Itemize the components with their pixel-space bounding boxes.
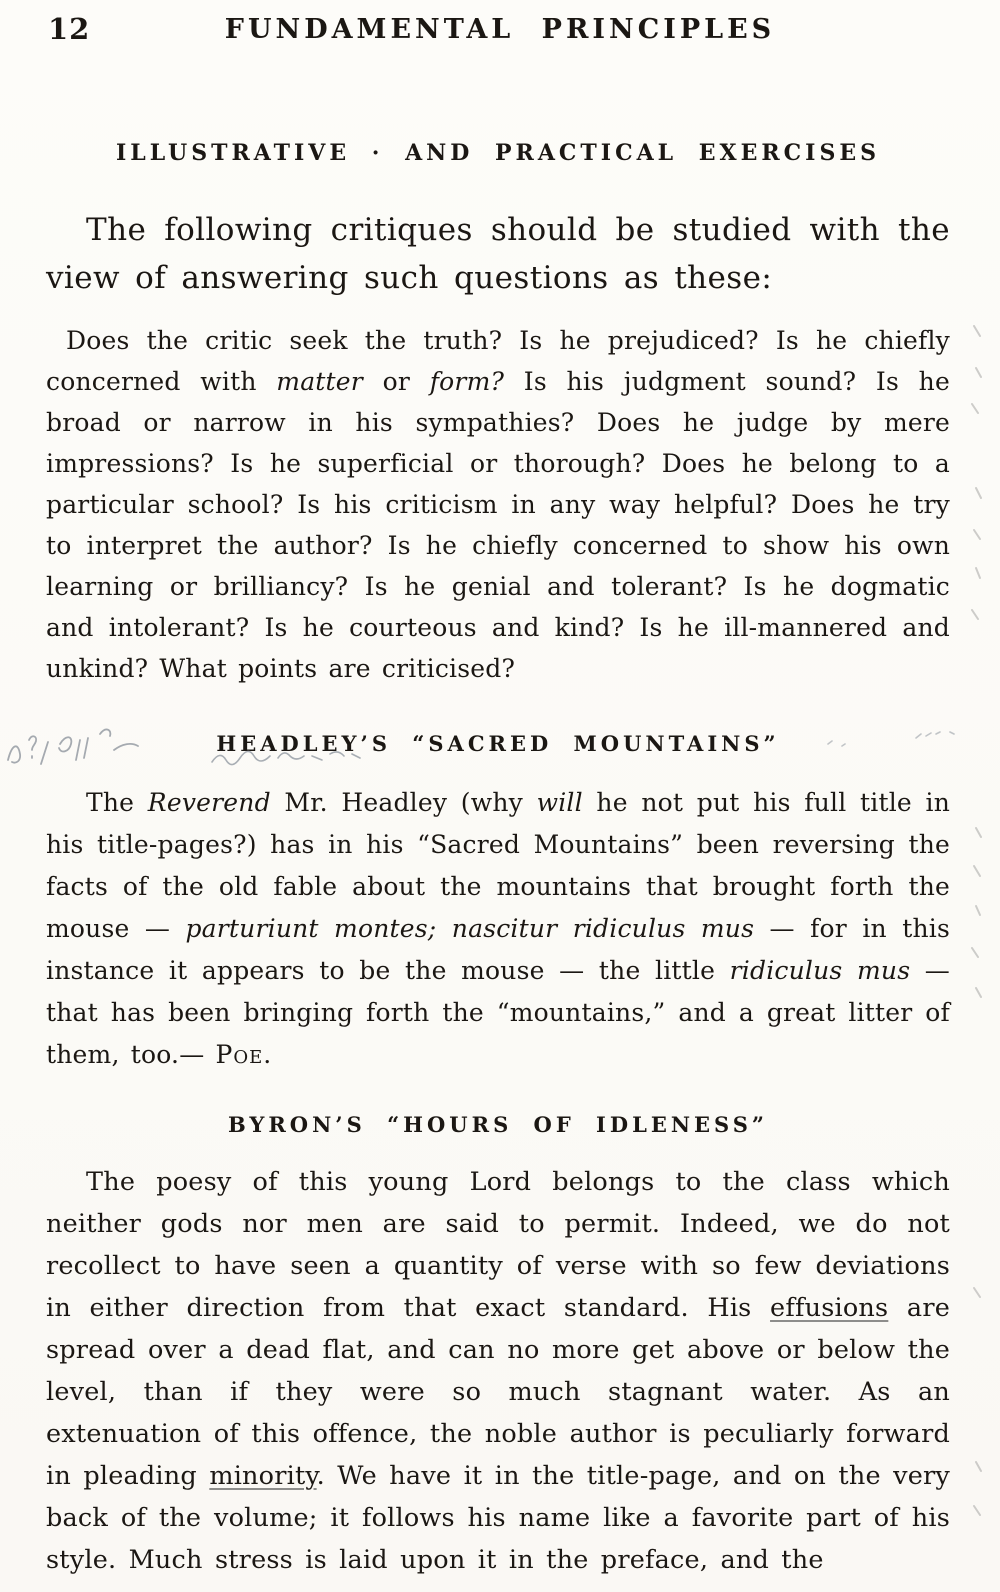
page-number: 12 bbox=[48, 12, 91, 46]
page-content bbox=[0, 140, 1000, 1581]
running-head: FUNDAMENTAL PRINCIPLES bbox=[224, 14, 776, 45]
byron-paragraph: The poesy of this young Lord belongs to the class which neither gods nor men are said to permit. Indeed, we do not recollect to have seen a quantity of verse with so few deviations in either direction from that exact standard. His effusions are spread over a dead flat, and can no more get above or below the level, than if they were so much stagnant water. As an extenuation of this offence, the noble author is peculiarly forward in pleading minority. We have it in the title-page, and on the very back of the volume; it follows his name like a favorite part of his style. Much stress is laid upon it in the preface, and the bbox=[46, 1167, 950, 1575]
questions-paragraph: Does the critic seek the truth? Is he prejudiced? Is he chiefly concerned with matter or form? Is his judgment sound? Is he broad or narrow in his sympathies? Does he judge by mere impressions? Is he superficial or thorough? Does he belong to a particular school? Is his criticism in any way helpful? Does he try to interpret the author? Is he chiefly concerned to show his own learning or brilliancy? Is he genial and tolerant? Is he dogmatic and intolerant? Is he courteous and kind? Is he ill-mannered and unkind? What points are criticised? bbox=[46, 326, 950, 683]
page-header bbox=[0, 0, 1000, 54]
section-heading-exercises: ILLUSTRATIVE · AND PRACTICAL EXERCISES bbox=[115, 140, 881, 166]
headley-paragraph: The Reverend Mr. Headley (why will he not put his full title in his title-pages?) has in his “Sacred Mountains” been reversing the facts of the old fable about the mountains that brought forth the mouse — parturiunt montes; nascitur ridiculus mus — for in this instance it appears to be the mouse — the little ridiculus mus — that has been bringing forth the “mountains,” and a great litter of them, too.— Poe. bbox=[46, 788, 950, 1069]
section-heading-headley: HEADLEY’S “SACRED MOUNTAINS” bbox=[216, 731, 780, 756]
section-heading-byron: BYRON’S “HOURS OF IDLENESS” bbox=[227, 1112, 769, 1137]
intro-paragraph: The following critiques should be studied with the view of answering such questions as these: bbox=[46, 212, 950, 296]
